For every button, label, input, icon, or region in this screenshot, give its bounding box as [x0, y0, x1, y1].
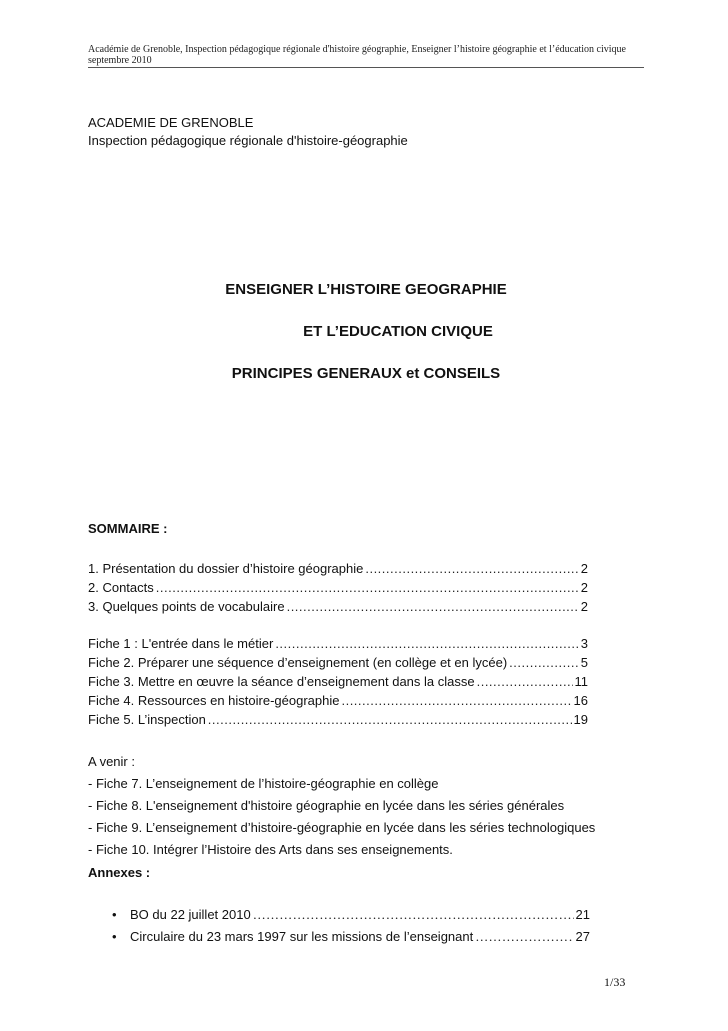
upcoming-item: - Fiche 8. L'enseignement d'histoire géographie en lycée dans les séries générales: [88, 798, 565, 813]
toc-entry[interactable]: [88, 634, 588, 653]
toc-entry-label: Fiche 5. L’inspection: [88, 712, 206, 727]
toc-leader-dots: [208, 710, 572, 729]
page-indicator: 1/33: [604, 975, 626, 989]
toc-leader-dots: [509, 653, 579, 672]
organization-block: [88, 114, 408, 150]
toc-leader-dots: [287, 597, 579, 616]
toc-entry-label: 2. Contacts: [88, 580, 154, 595]
annex-entry[interactable]: [100, 926, 590, 948]
toc-entry[interactable]: [88, 710, 588, 729]
toc-entry-label: Fiche 1 : L'entrée dans le métier: [88, 636, 274, 651]
upcoming-item: - Fiche 7. L’enseignement de l’histoire-géographie en collège: [88, 776, 439, 791]
organization-department: Inspection pédagogique régionale d'histoire-géographie: [88, 133, 408, 148]
toc-leader-dots: [365, 559, 578, 578]
toc-entry-page: 16: [573, 693, 588, 708]
toc-leader-dots: [156, 578, 579, 597]
toc-entry-label: Fiche 2. Préparer une séquence d’enseignement (en collège et en lycée): [88, 655, 508, 670]
sommaire-heading: SOMMAIRE :: [88, 521, 168, 536]
document-subtitle: PRINCIPES GENERAUX et CONSEILS: [231, 365, 501, 382]
toc-entry-page: 3: [580, 636, 588, 651]
toc-entry-page: 5: [580, 655, 588, 670]
upcoming-fiches: [88, 751, 595, 861]
annex-entry[interactable]: [100, 904, 590, 926]
toc-entry[interactable]: [88, 691, 588, 710]
toc-entry-page: 2: [580, 561, 588, 576]
annex-entry-page: 27: [575, 929, 590, 944]
toc-section-fiches: [88, 634, 588, 729]
toc-entry[interactable]: [88, 559, 588, 578]
toc-entry-label: 1. Présentation du dossier d’histoire géographie: [88, 561, 364, 576]
annexes-heading: Annexes :: [88, 865, 151, 880]
document-title-line-1: ENSEIGNER L’HISTOIRE GEOGRAPHIE: [225, 281, 507, 298]
toc-leader-dots: [341, 691, 571, 710]
toc-leader-dots: [477, 672, 573, 691]
toc-entry-page: 2: [580, 599, 588, 614]
toc-section-general: [88, 559, 588, 616]
toc-entry[interactable]: [88, 653, 588, 672]
annexes-list: [100, 904, 590, 948]
toc-entry-label: 3. Quelques points de vocabulaire: [88, 599, 285, 614]
upcoming-heading: A venir :: [88, 754, 135, 769]
toc-entry-page: 11: [574, 674, 588, 689]
header-divider: [88, 67, 644, 68]
toc-leader-dots: [475, 926, 573, 948]
annex-entry-label: Circulaire du 23 mars 1997 sur les missions de l’enseignant: [130, 929, 474, 944]
running-header-date: septembre 2010: [88, 55, 152, 66]
annex-entry-page: 21: [575, 907, 590, 922]
bullet-icon: •: [112, 929, 117, 944]
toc-entry-page: 19: [573, 712, 588, 727]
running-header-line: Académie de Grenoble, Inspection pédagogique régionale d'histoire géographie, Enseigner l’histoire géographie et l’éducation civique: [88, 44, 626, 55]
toc-entry[interactable]: [88, 672, 588, 691]
organization-name: ACADEMIE DE GRENOBLE: [88, 115, 254, 130]
toc-leader-dots: [275, 634, 578, 653]
toc-leader-dots: [253, 904, 574, 926]
toc-entry[interactable]: [88, 597, 588, 616]
toc-entry-label: Fiche 3. Mettre en œuvre la séance d’enseignement dans la classe: [88, 674, 475, 689]
toc-entry-label: Fiche 4. Ressources en histoire-géographie: [88, 693, 340, 708]
toc-entry[interactable]: [88, 578, 588, 597]
bullet-icon: •: [112, 907, 117, 922]
upcoming-item: - Fiche 9. L’enseignement d’histoire-géographie en lycée dans les séries technologiques: [88, 820, 596, 835]
toc-entry-page: 2: [580, 580, 588, 595]
upcoming-item: - Fiche 10. Intégrer l’Histoire des Arts dans ses enseignements.: [88, 842, 453, 857]
running-header: [88, 44, 644, 66]
document-title-line-2: ET L’EDUCATION CIVIQUE: [303, 323, 493, 340]
annex-entry-label: BO du 22 juillet 2010: [130, 907, 251, 922]
